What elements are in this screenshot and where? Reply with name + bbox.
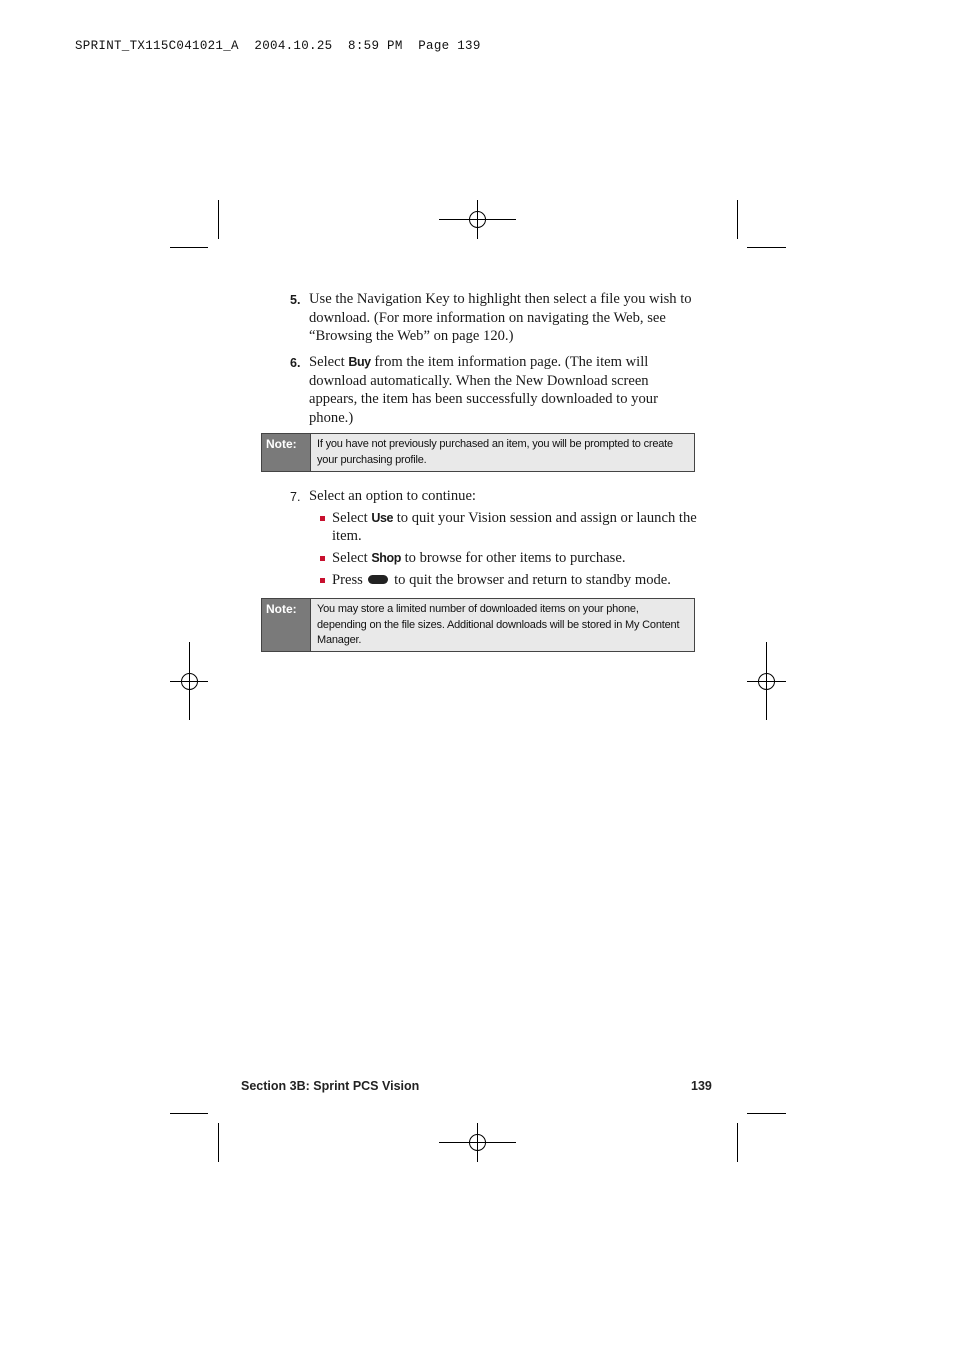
list-item-text [332,550,709,568]
crop-mark [737,1123,738,1162]
list-item-text [332,510,709,545]
step-text-post: from the item information page. (The item will download automatically. When the New Download screen appears, the item has been successfully downloaded to your phone.) [309,354,658,426]
list-item [319,510,709,545]
list-item-post: to quit the browser and return to standby mode. [390,572,671,588]
crop-mark [170,247,208,248]
list-item-post: to browse for other items to purchase. [400,550,626,566]
registration-circle [469,1134,486,1151]
registration-circle [469,211,486,228]
note-box [261,598,695,652]
list-item-text [332,572,709,590]
step-6 [290,353,700,427]
note-box [261,433,695,472]
step-text: Select an option to continue: [309,488,476,504]
footer-page-number: 139 [691,1079,712,1093]
step-7 [290,487,700,506]
list-item-pre: Select [332,510,372,526]
list-item-pre: Select [332,550,372,566]
bullet-icon [320,516,325,521]
softkey-shop: Shop [371,551,401,565]
crop-mark [218,200,219,239]
crop-mark [737,200,738,239]
registration-circle [758,673,775,690]
list-item [319,572,709,590]
softkey-buy: Buy [348,355,371,369]
bullet-icon [320,556,325,561]
crop-mark [747,1113,786,1114]
crop-mark [170,1113,208,1114]
print-slug: SPRINT_TX115C041021_A 2004.10.25 8:59 PM Page 139 [75,39,481,53]
registration-circle [181,673,198,690]
step-text: Use the Navigation Key to highlight then select a file you wish to download. (For more information on navigating the Web, see “Browsing the Web” on page 120.) [309,291,692,345]
step-number: 6. [290,356,301,370]
crop-mark [747,247,786,248]
list-item [319,550,709,568]
step-number: 5. [290,293,301,307]
footer-section-title: Section 3B: Sprint PCS Vision [241,1079,420,1093]
end-key-icon [368,575,388,584]
crop-mark [218,1123,219,1162]
note-text: You may store a limited number of downloaded items on your phone, depending on the file sizes. Additional downloads will be stored in My Content Manager. [317,603,680,646]
list-item-pre: Press [332,572,367,588]
list-item-post: to quit your Vision session and assign or launch the item. [332,510,697,544]
bullet-icon [320,578,325,583]
step-5 [290,290,700,346]
softkey-use: Use [371,511,394,525]
note-label: Note: [262,434,311,471]
step-text [309,353,700,427]
step-number: 7. [290,490,301,504]
note-text: If you have not previously purchased an item, you will be prompted to create your purchasing profile. [317,438,673,466]
note-label: Note: [262,599,311,651]
step-text-pre: Select [309,354,349,370]
